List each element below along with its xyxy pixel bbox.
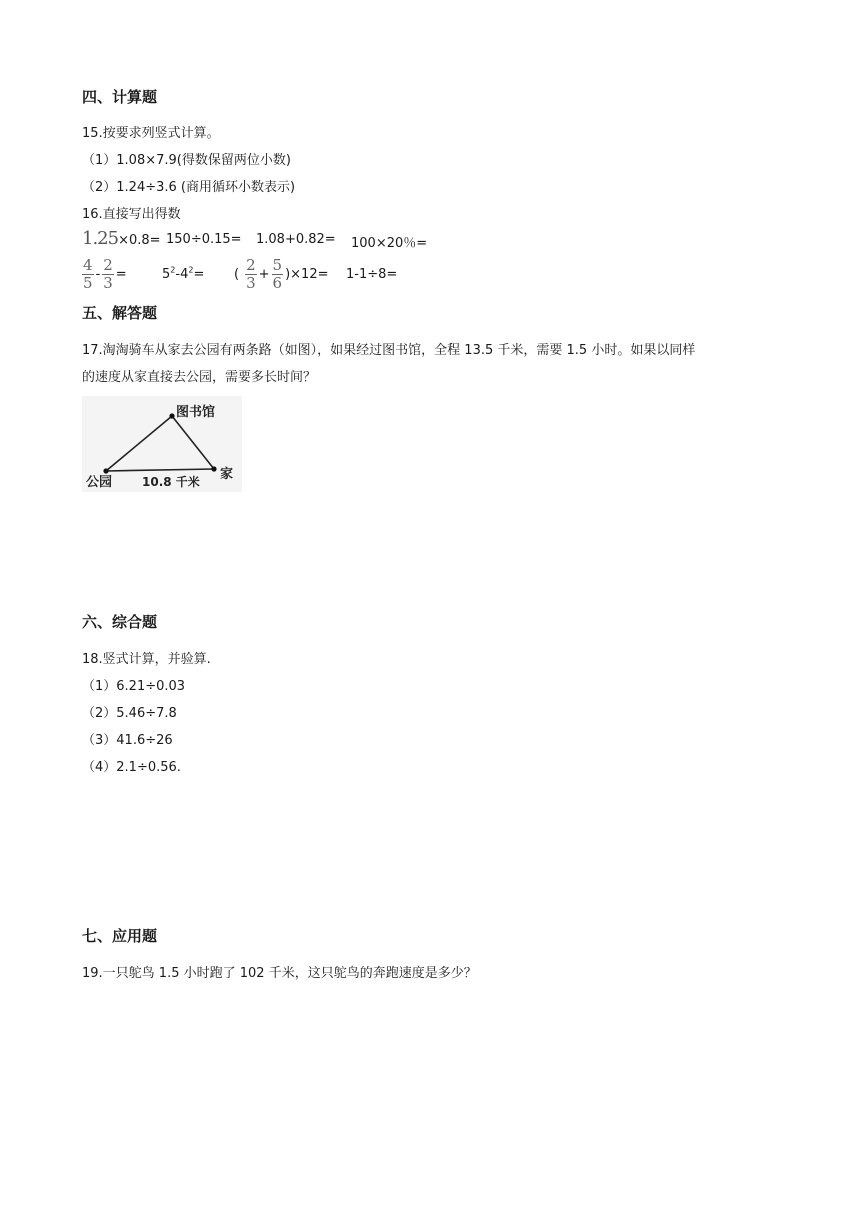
- home-point: [211, 466, 216, 471]
- q16-r2-b-exp-1: 2: [170, 265, 176, 275]
- frac-denominator: 3: [246, 274, 256, 292]
- library-label: 图书馆: [176, 405, 216, 420]
- q16-r2-c-open: (: [234, 267, 240, 282]
- question-17-line-2: 的速度从家直接去公园，需要多长时间？: [82, 370, 317, 385]
- q16-r1-item-c: 1.08+0.82=: [256, 232, 336, 247]
- q16-r1-item-a: [82, 228, 161, 249]
- q16-r2-c-frac-2: [272, 258, 284, 291]
- question-18-item-3: （3）41.6÷26: [82, 733, 173, 748]
- frac-denominator: 3: [103, 274, 113, 292]
- q16-r2-c-frac-1: [245, 258, 257, 291]
- frac-numerator: 4: [83, 256, 93, 274]
- section-heading-7: 七、应用题: [82, 927, 158, 945]
- q16-r2-c-op: +: [258, 267, 270, 282]
- distance-label: 10.8 千米: [142, 475, 200, 489]
- park-point: [103, 468, 108, 473]
- section-heading-5: 五、解答题: [82, 304, 158, 322]
- q16-r2-a-frac-1: [82, 258, 94, 291]
- question-15-item-2: （2）1.24÷3.6 (商用循环小数表示): [82, 180, 296, 195]
- q16-r2-b-exp-2: 2: [188, 265, 194, 275]
- frac-numerator: 2: [103, 256, 113, 274]
- question-18-item-4: （4）2.1÷0.56.: [82, 760, 181, 775]
- frac-numerator: 2: [246, 256, 256, 274]
- question-16-stem: 16.直接写出得数: [82, 207, 181, 222]
- section-heading-4: 四、计算题: [82, 88, 158, 106]
- question-18-stem: 18.竖式计算，并验算.: [82, 652, 211, 667]
- question-19-stem: 19.一只鸵鸟 1.5 小时跑了 102 千米，这只鸵鸟的奔跑速度是多少？: [82, 966, 477, 981]
- question-18-item-1: （1）6.21÷0.03: [82, 679, 186, 694]
- question-17-line-1: 17.淘淘骑车从家去公园有两条路（如图），如果经过图书馆，全程 13.5 千米，需要 1.5 小时。如果以同样: [82, 343, 696, 358]
- q16-r2-c-close: )×12=: [285, 267, 329, 282]
- park-label: 公园: [86, 475, 113, 490]
- q16-r1-a-decimal: 1.25: [82, 228, 119, 249]
- route-triangle-figure: [82, 396, 242, 492]
- question-15-stem: 15.按要求列竖式计算。: [82, 126, 220, 141]
- q16-r2-item-d: 1-1÷8=: [346, 267, 398, 282]
- question-15-item-1: （1）1.08×7.9(得数保留两位小数): [82, 153, 291, 168]
- library-point: [169, 413, 174, 418]
- q16-r2-item-b: [162, 267, 204, 282]
- frac-numerator: 5: [272, 256, 283, 274]
- q16-r2-a-eq: =: [115, 267, 127, 282]
- frac-denominator: 5: [83, 274, 93, 292]
- q16-r1-a-rest: ×0.8=: [118, 233, 161, 248]
- section-heading-6: 六、综合题: [82, 613, 158, 631]
- q16-r2-item-a: [80, 258, 127, 291]
- q16-r2-item-c: [234, 258, 328, 291]
- q16-r2-b-base: 5: [162, 267, 171, 282]
- question-18-item-2: （2）5.46÷7.8: [82, 706, 177, 721]
- q16-r1-item-b: 150÷0.15=: [166, 232, 242, 247]
- q16-r1-item-d: 100×20％=: [351, 236, 428, 251]
- q16-r2-b-mid: -4: [175, 267, 189, 282]
- q16-r2-b-eq: =: [193, 267, 205, 282]
- frac-denominator: 6: [272, 274, 283, 292]
- q16-r2-a-frac-2: [102, 258, 114, 291]
- q16-r2-a-op: -: [95, 267, 101, 282]
- home-label: 家: [220, 467, 234, 482]
